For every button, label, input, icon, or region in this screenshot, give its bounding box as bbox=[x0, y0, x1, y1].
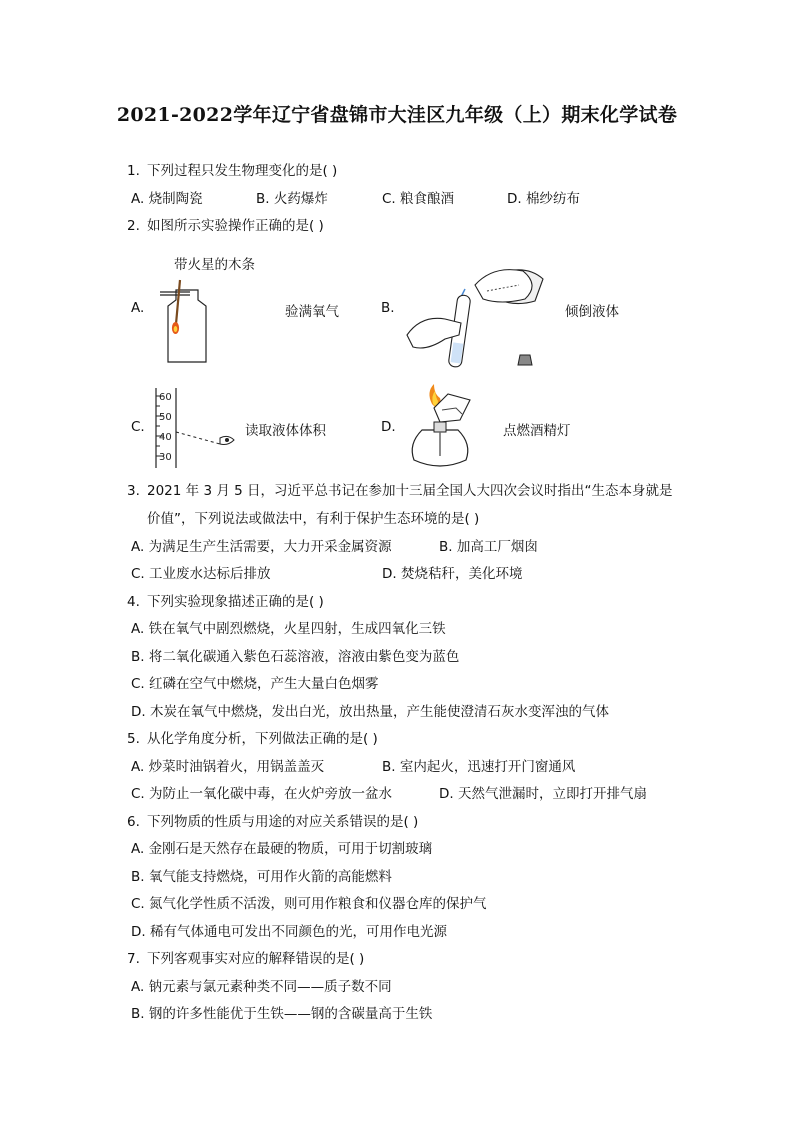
q1-option-d[interactable]: D. 棉纱纺布 bbox=[507, 191, 580, 207]
graduated-cylinder-figure bbox=[150, 386, 240, 470]
q2-option-b-letter[interactable]: B. bbox=[381, 300, 395, 316]
tick-30: 30 bbox=[159, 452, 172, 463]
q2-option-d-label: 点燃酒精灯 bbox=[503, 423, 571, 439]
question-stem: 如图所示实验操作正确的是( ) bbox=[147, 218, 324, 234]
q2-option-a-label: 验满氧气 bbox=[285, 304, 339, 320]
question-3 bbox=[127, 482, 672, 500]
question-2 bbox=[127, 217, 324, 235]
q2-option-b-label: 倾倒液体 bbox=[565, 304, 619, 320]
q6-option-c[interactable]: C. 氮气化学性质不活泼，则可用作粮食和仪器仓库的保护气 bbox=[131, 896, 487, 912]
question-number: 3. bbox=[127, 483, 140, 499]
question-stem-line1: 2021 年 3 月 5 日，习近平总书记在参加十三届全国人大四次会议时指出“生态本身就是 bbox=[147, 483, 673, 499]
question-stem: 下列实验现象描述正确的是( ) bbox=[147, 594, 324, 610]
tick-60: 60 bbox=[159, 392, 172, 403]
question-number: 1. bbox=[127, 163, 140, 179]
q1-option-a[interactable]: A. 烧制陶瓷 bbox=[131, 191, 203, 207]
q5-option-a[interactable]: A. 炒菜时油锅着火，用锅盖盖灭 bbox=[131, 759, 325, 775]
q1-option-c[interactable]: C. 粮食酿酒 bbox=[382, 191, 455, 207]
question-number: 7. bbox=[127, 951, 140, 967]
q3-option-a[interactable]: A. 为满足生产生活需要，大力开采金属资源 bbox=[131, 539, 392, 555]
q3-option-c[interactable]: C. 工业废水达标后排放 bbox=[131, 566, 271, 582]
question-3-stem-line2: 价值”，下列说法或做法中，有利于保护生态环境的是( ) bbox=[147, 511, 480, 527]
q6-option-d[interactable]: D. 稀有气体通电可发出不同颜色的光，可用作电光源 bbox=[131, 924, 447, 940]
q3-option-b[interactable]: B. 加高工厂烟囱 bbox=[439, 539, 538, 555]
tick-50: 50 bbox=[159, 412, 172, 423]
q4-option-d[interactable]: D. 木炭在氧气中燃烧，发出白光，放出热量，产生能使澄清石灰水变浑浊的气体 bbox=[131, 704, 609, 720]
question-stem: 下列客观事实对应的解释错误的是( ) bbox=[147, 951, 365, 967]
q5-option-b[interactable]: B. 室内起火，迅速打开门窗通风 bbox=[382, 759, 576, 775]
tick-40: 40 bbox=[159, 432, 172, 443]
q2-option-c-letter[interactable]: C. bbox=[131, 419, 145, 435]
q7-option-a[interactable]: A. 钠元素与氯元素种类不同——质子数不同 bbox=[131, 979, 392, 995]
exam-title: 2021-2022学年辽宁省盘锦市大洼区九年级（上）期末化学试卷 bbox=[116, 104, 678, 126]
q5-option-c[interactable]: C. 为防止一氧化碳中毒，在火炉旁放一盆水 bbox=[131, 786, 393, 802]
q7-option-b[interactable]: B. 钢的许多性能优于生铁——钢的含碳量高于生铁 bbox=[131, 1006, 433, 1022]
gas-bottle-figure bbox=[150, 276, 220, 368]
q3-option-d[interactable]: D. 焚烧秸秆，美化环境 bbox=[382, 566, 523, 582]
q6-option-b[interactable]: B. 氧气能支持燃烧，可用作火箭的高能燃料 bbox=[131, 869, 392, 885]
question-number: 2. bbox=[127, 218, 140, 234]
question-7 bbox=[127, 950, 364, 968]
q2-option-d-letter[interactable]: D. bbox=[381, 419, 396, 435]
question-4 bbox=[127, 593, 324, 611]
fig-a-caption: 带火星的木条 bbox=[174, 257, 255, 273]
alcohol-lamp-figure bbox=[400, 382, 480, 476]
question-6 bbox=[127, 813, 418, 831]
q5-option-d[interactable]: D. 天然气泄漏时，立即打开排气扇 bbox=[439, 786, 647, 802]
question-5 bbox=[127, 730, 378, 748]
question-stem: 下列过程只发生物理变化的是( ) bbox=[147, 163, 338, 179]
question-number: 6. bbox=[127, 814, 140, 830]
question-stem: 下列物质的性质与用途的对应关系错误的是( ) bbox=[147, 814, 419, 830]
question-number: 4. bbox=[127, 594, 140, 610]
pouring-liquid-figure bbox=[405, 255, 550, 375]
q4-option-b[interactable]: B. 将二氧化碳通入紫色石蕊溶液，溶液由紫色变为蓝色 bbox=[131, 649, 460, 665]
q1-option-b[interactable]: B. 火药爆炸 bbox=[256, 191, 328, 207]
q4-option-a[interactable]: A. 铁在氧气中剧烈燃烧，火星四射，生成四氧化三铁 bbox=[131, 621, 446, 637]
question-stem: 从化学角度分析，下列做法正确的是( ) bbox=[147, 731, 378, 747]
question-number: 5. bbox=[127, 731, 140, 747]
q2-option-c-label: 读取液体体积 bbox=[245, 423, 326, 439]
q4-option-c[interactable]: C. 红磷在空气中燃烧，产生大量白色烟雾 bbox=[131, 676, 379, 692]
q2-option-a-letter[interactable]: A. bbox=[131, 300, 145, 316]
q6-option-a[interactable]: A. 金刚石是天然存在最硬的物质，可用于切割玻璃 bbox=[131, 841, 433, 857]
question-1 bbox=[127, 162, 337, 180]
